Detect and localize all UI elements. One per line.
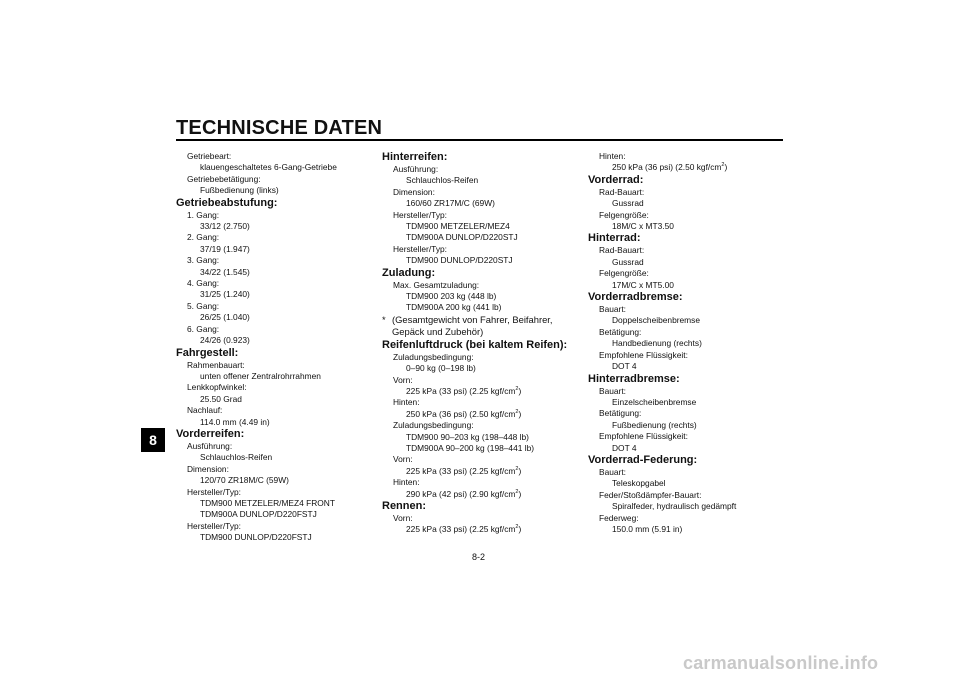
spec-label: Felgengröße: [599, 209, 649, 220]
spec-column-2 [382, 151, 582, 536]
spec-label: Feder/Stoßdämpfer-Bauart: [599, 489, 702, 500]
spec-value: TDM900 DUNLOP/D220FSTJ [200, 532, 312, 543]
spec-label: Hersteller/Typ: [187, 520, 241, 531]
section-heading: Vorderreifen: [176, 427, 245, 440]
footnote [382, 314, 582, 339]
spec-value: Einzelscheibenbremse [612, 396, 697, 407]
spec-value: TDM900A 200 kg (441 lb) [406, 302, 502, 313]
spec-value: Schlauchlos-Reifen [406, 175, 479, 186]
spec-value: 120/70 ZR18M/C (59W) [200, 475, 289, 486]
spec-label: Max. Gesamtzuladung: [393, 279, 480, 290]
spec-label: Lenkkopfwinkel: [187, 382, 247, 393]
section-heading: Reifenluftdruck (bei kaltem Reifen): [382, 338, 568, 351]
unit-exponent: 2 [721, 162, 725, 169]
spec-label: Hinten: [599, 151, 626, 161]
spec-value: 150.0 mm (5.91 in) [612, 523, 683, 534]
spec-label: 3. Gang: [187, 255, 220, 266]
spec-label: Betätigung: [599, 408, 642, 419]
spec-value: Teleskopgabel [612, 478, 666, 489]
section-heading: Hinterradbremse: [588, 372, 680, 385]
spec-label: 5. Gang: [187, 300, 220, 311]
footnote-marker: * [382, 313, 386, 325]
spec-value: Fußbedienung (rechts) [612, 419, 697, 430]
value-suffix: ) [518, 408, 522, 419]
spec-value: TDM900 90–203 kg (198–448 lb) [406, 431, 529, 442]
spec-value [382, 409, 582, 420]
value-suffix: ) [518, 488, 522, 499]
value-suffix: ) [518, 465, 522, 476]
spec-value: DOT 4 [612, 442, 637, 453]
spec-label: Vorn: [393, 374, 413, 385]
footnote-text: (Gesamtgewicht von Fahrer, Beifahrer, Gepäck und Zubehör) [392, 313, 553, 338]
spec-value: TDM900A 90–200 kg (198–441 lb) [406, 442, 535, 453]
spec-value: TDM900A DUNLOP/D220STJ [406, 232, 518, 243]
spec-value: Spiralfeder, hydraulisch gedämpft [612, 501, 737, 512]
spec-label: Dimension: [187, 463, 229, 474]
section-heading: Hinterreifen: [382, 151, 448, 163]
value-text: 225 kPa (33 psi) (2.25 kgf/cm [406, 465, 516, 476]
spec-value: TDM900A DUNLOP/D220FSTJ [200, 509, 317, 520]
spec-label: Zuladungsbedingung: [393, 351, 474, 362]
spec-value [588, 162, 788, 173]
unit-exponent: 2 [515, 524, 519, 531]
spec-value: TDM900 203 kg (448 lb) [406, 291, 497, 302]
spec-value: 0–90 kg (0–198 lb) [406, 363, 476, 374]
spec-value: Doppelscheibenbremse [612, 315, 700, 326]
spec-label: Felgengröße: [599, 268, 649, 279]
unit-exponent: 2 [515, 408, 519, 415]
unit-exponent: 2 [515, 386, 519, 393]
spec-label: Rad-Bauart: [599, 245, 645, 256]
spec-label: Vorn: [393, 454, 413, 465]
spec-value [382, 489, 582, 500]
spec-column-3 [588, 151, 788, 535]
spec-value: 34/22 (1.545) [200, 266, 250, 277]
section-heading: Vorderrad: [588, 173, 644, 186]
section-heading: Vorderradbremse: [588, 291, 683, 304]
unit-exponent: 2 [515, 465, 519, 472]
spec-label: Rahmenbauart: [187, 359, 245, 370]
spec-value: 114.0 mm (4.49 in) [200, 416, 270, 427]
spec-label: Ausführung: [393, 164, 439, 174]
spec-value: 17M/C x MT5.00 [612, 279, 674, 290]
spec-value: TDM900 METZELER/MEZ4 [406, 221, 510, 232]
spec-value: DOT 4 [612, 361, 637, 372]
spec-label: 6. Gang: [187, 323, 220, 334]
value-text: 225 kPa (33 psi) (2.25 kgf/cm [406, 385, 516, 396]
section-heading: Vorderrad-Federung: [588, 453, 698, 466]
spec-value: 25.50 Grad [200, 393, 242, 404]
spec-label: Rad-Bauart: [599, 186, 645, 197]
value-suffix: ) [724, 162, 728, 173]
spec-value: 33/12 (2.750) [200, 221, 250, 232]
watermark: carmanualsonline.info [683, 653, 879, 673]
spec-value: 160/60 ZR17M/C (69W) [406, 198, 495, 209]
spec-label: Empfohlene Flüssigkeit: [599, 349, 688, 360]
spec-value: klauengeschaltetes 6-Gang-Getriebe [200, 162, 337, 173]
spec-value: 18M/C x MT3.50 [612, 221, 674, 232]
spec-value: unten offener Zentralrohrrahmen [200, 370, 321, 381]
spec-label: Bauart: [599, 466, 627, 477]
spec-value [382, 524, 582, 535]
section-heading: Getriebeabstufung: [176, 196, 278, 209]
spec-label: Dimension: [393, 186, 435, 197]
spec-value: Fußbedienung (links) [200, 185, 279, 196]
spec-label: Vorn: [393, 512, 413, 523]
spec-value: Gussrad [612, 256, 644, 267]
unit-exponent: 2 [515, 488, 519, 495]
spec-label: Zuladungsbedingung: [393, 420, 474, 431]
chapter-tab: 8 [141, 428, 165, 452]
value-text: 250 kPa (36 psi) (2.50 kgf/cm [612, 162, 722, 173]
spec-label: Federweg: [599, 512, 639, 523]
spec-value: 26/25 (1.040) [200, 312, 250, 323]
page-title: TECHNISCHE DATEN [176, 117, 383, 139]
spec-label: Ausführung: [187, 440, 233, 451]
value-text: 290 kPa (42 psi) (2.90 kgf/cm [406, 488, 516, 499]
spec-label: Hinten: [393, 477, 420, 488]
spec-label: Getriebeart: [187, 151, 232, 161]
section-heading: Fahrgestell: [176, 346, 239, 359]
spec-label: 1. Gang: [187, 209, 220, 220]
section-heading: Hinterrad: [588, 232, 641, 245]
spec-value: TDM900 DUNLOP/D220STJ [406, 255, 513, 266]
value-suffix: ) [518, 524, 522, 535]
spec-label: 4. Gang: [187, 278, 220, 289]
value-text: 225 kPa (33 psi) (2.25 kgf/cm [406, 524, 516, 535]
spec-value [382, 386, 582, 397]
spec-label: 2. Gang: [187, 232, 220, 243]
spec-value: TDM900 METZELER/MEZ4 FRONT [200, 497, 335, 508]
spec-label: Bauart: [599, 385, 627, 396]
spec-label: Getriebebetätigung: [187, 173, 261, 184]
spec-value: 37/19 (1.947) [200, 243, 250, 254]
value-suffix: ) [518, 385, 522, 396]
spec-value: 24/26 (0.923) [200, 335, 250, 346]
spec-label: Nachlauf: [187, 405, 223, 416]
spec-value: Gussrad [612, 198, 644, 209]
spec-label: Empfohlene Flüssigkeit: [599, 431, 688, 442]
section-heading: Zuladung: [382, 266, 436, 279]
page-number: 8-2 [472, 552, 486, 562]
section-heading: Rennen: [382, 499, 426, 512]
spec-value: 31/25 (1.240) [200, 289, 250, 300]
spec-value: Handbedienung (rechts) [612, 338, 702, 349]
spec-value: Schlauchlos-Reifen [200, 452, 273, 463]
spec-label: Hersteller/Typ: [393, 243, 447, 254]
spec-label: Betätigung: [599, 326, 642, 337]
value-text: 250 kPa (36 psi) (2.50 kgf/cm [406, 408, 516, 419]
spec-value [382, 466, 582, 477]
title-rule [176, 139, 783, 141]
spec-label: Hinten: [393, 397, 420, 408]
spec-label: Bauart: [599, 304, 627, 315]
spec-label: Hersteller/Typ: [393, 209, 447, 220]
spec-label: Hersteller/Typ: [187, 486, 241, 497]
spec-column-1 [176, 151, 376, 544]
